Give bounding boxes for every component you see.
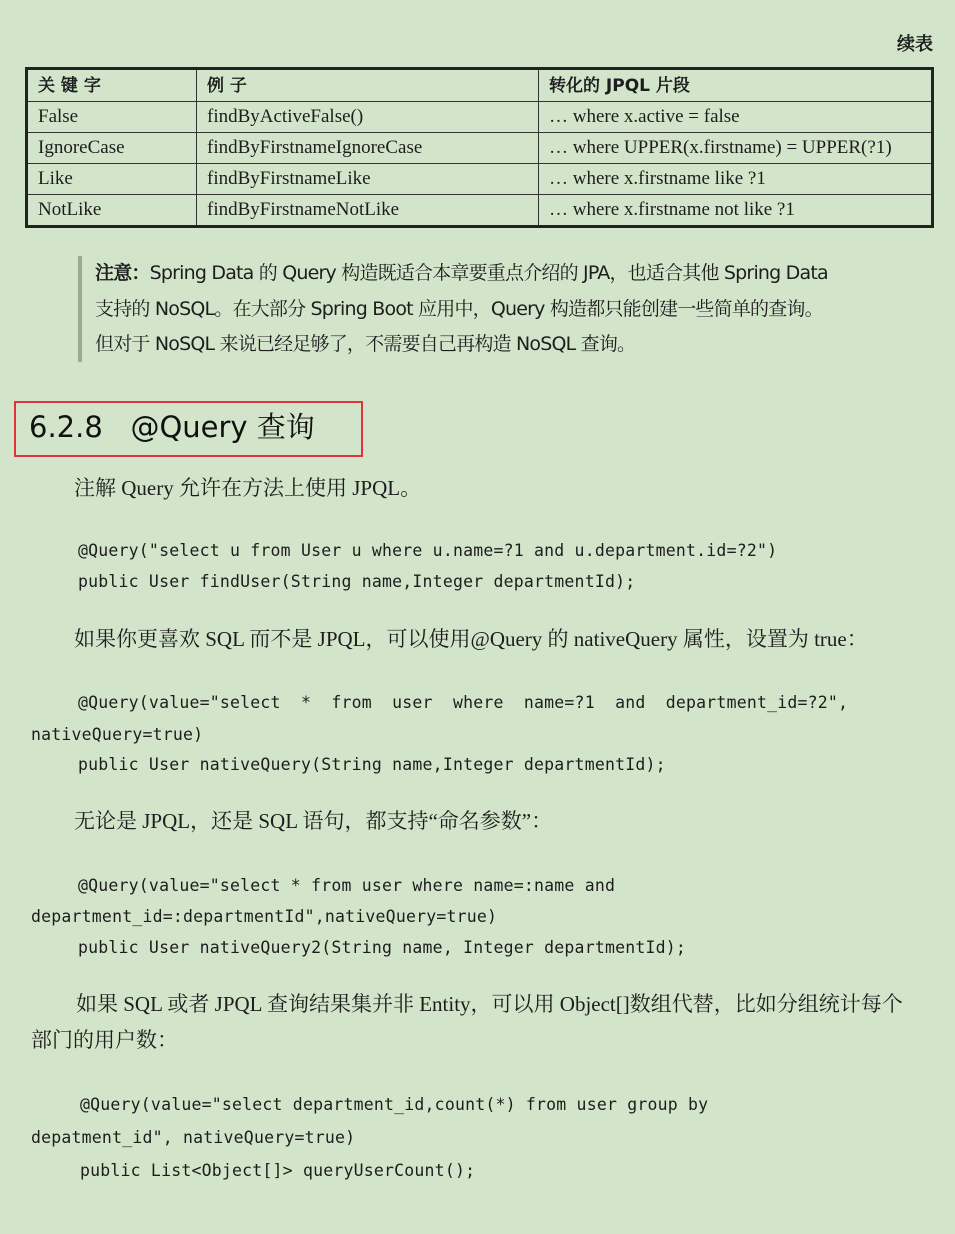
note-line: 但对于 NoSQL 来说已经足够了，不需要自己再构造 NoSQL 查询。: [95, 333, 636, 355]
code-line: public User nativeQuery2(String name, Integer departmentId);: [78, 938, 687, 957]
table-row: [27, 133, 933, 164]
code-line: nativeQuery=true): [31, 725, 204, 744]
cell: IgnoreCase: [27, 133, 197, 164]
table-header-row: [27, 69, 933, 102]
paragraph: 无论是 JPQL，还是 SQL 语句，都支持“命名参数”：: [74, 809, 553, 833]
section-title: @Query 查询: [130, 410, 315, 444]
cell: NotLike: [27, 195, 197, 227]
table-row: [27, 164, 933, 195]
section-number: 6.2.8: [29, 410, 103, 444]
column-header: 转化的 JPQL 片段: [539, 69, 933, 102]
cell: findByActiveFalse(): [197, 102, 539, 133]
note-line: Spring Data 的 Query 构造既适合本章要重点介绍的 JPA，也适合其他 Spring Data: [149, 262, 828, 284]
continued-label: 续表: [897, 34, 933, 55]
table-row: [27, 102, 933, 133]
cell: Like: [27, 164, 197, 195]
cell: … where x.firstname not like ?1: [539, 195, 933, 227]
code-line: public User nativeQuery(String name,Integer departmentId);: [78, 755, 666, 774]
cell: findByFirstnameNotLike: [197, 195, 539, 227]
note-line: 支持的 NoSQL。在大部分 Spring Boot 应用中，Query 构造都只能创建一些简单的查询。: [95, 298, 823, 320]
cell: False: [27, 102, 197, 133]
code-line: department_id=:departmentId",nativeQuery=true): [31, 907, 498, 926]
code-line: public User findUser(String name,Integer departmentId);: [78, 572, 636, 591]
paragraph: 部门的用户数：: [31, 1028, 178, 1052]
paragraph: 如果你更喜欢 SQL 而不是 JPQL，可以使用@Query 的 nativeQuery 属性，设置为 true：: [74, 627, 868, 651]
code-line: @Query("select u from User u where u.name=?1 and u.department.id=?2"): [78, 541, 778, 560]
cell: … where x.active = false: [539, 102, 933, 133]
code-line: depatment_id", nativeQuery=true): [31, 1128, 356, 1147]
cell: findByFirstnameIgnoreCase: [197, 133, 539, 164]
table-row: [27, 195, 933, 227]
cell: … where UPPER(x.firstname) = UPPER(?1): [539, 133, 933, 164]
code-line: @Query(value="select * from user where name=:name and: [78, 876, 616, 895]
paragraph: 注解 Query 允许在方法上使用 JPQL。: [74, 476, 422, 500]
section-heading: [14, 401, 363, 457]
note-first-line: [95, 261, 828, 285]
note-bar: [78, 256, 82, 362]
keyword-table: [25, 67, 934, 228]
column-header: 关 键 字: [27, 69, 197, 102]
code-line: public List<Object[]> queryUserCount();: [80, 1161, 476, 1180]
cell: … where x.firstname like ?1: [539, 164, 933, 195]
code-line: @Query(value="select * from user where name=?1 and department_id=?2",: [78, 693, 849, 712]
cell: findByFirstnameLike: [197, 164, 539, 195]
note-label: 注意：: [95, 262, 150, 284]
column-header: 例 子: [197, 69, 539, 102]
paragraph: 如果 SQL 或者 JPQL 查询结果集并非 Entity，可以用 Object[]数组代替，比如分组统计每个: [76, 992, 903, 1016]
code-line: @Query(value="select department_id,count(*) from user group by: [80, 1095, 709, 1114]
